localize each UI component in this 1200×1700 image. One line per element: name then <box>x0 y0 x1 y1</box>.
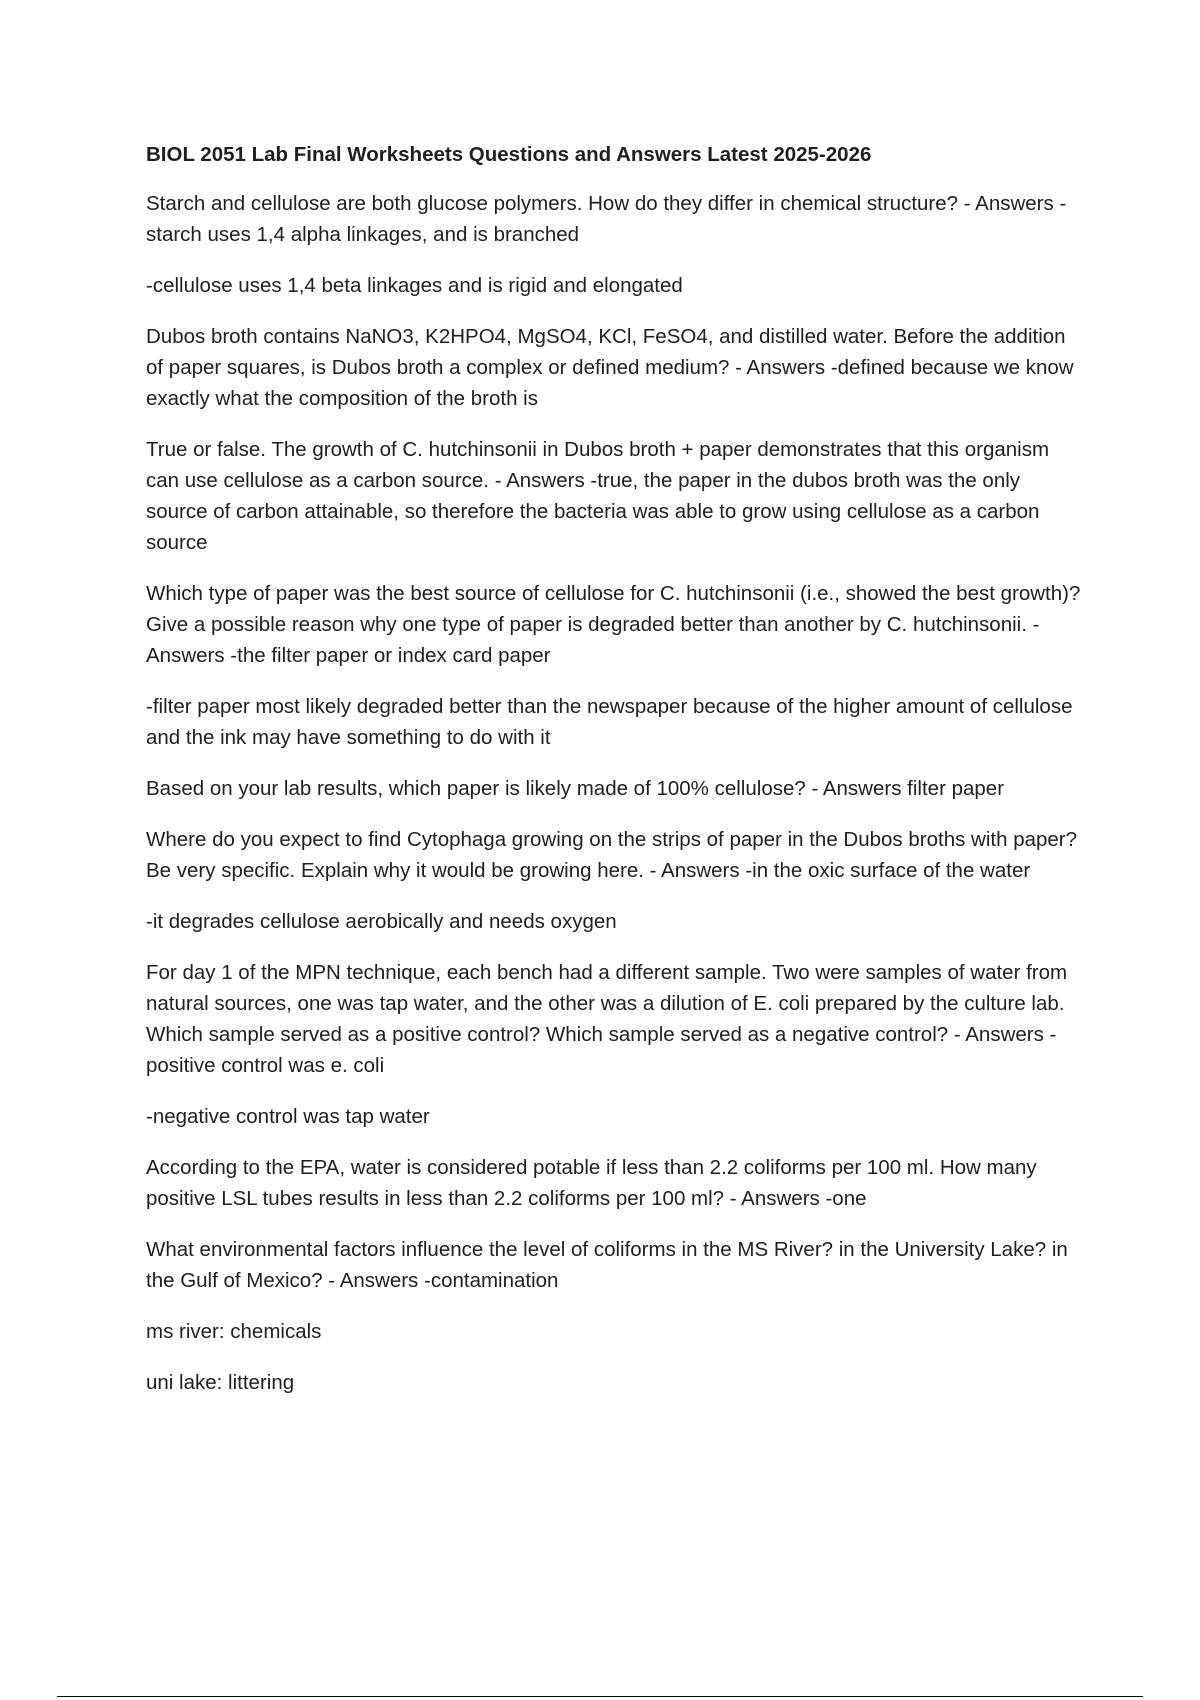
paragraph: -negative control was tap water <box>146 1105 430 1128</box>
paragraph: -filter paper most likely degraded better than the newspaper because of the higher amount of cellulose and the ink may have something to do with it <box>146 695 1073 749</box>
footer-divider <box>57 1696 1143 1697</box>
paragraph: Dubos broth contains NaNO3, K2HPO4, MgSO4, KCl, FeSO4, and distilled water. Before the addition of paper squares, is Dubos broth a complex or defined medium? - Answers -defined because we know exactly what the composition of the broth is <box>146 325 1074 410</box>
paragraph: What environmental factors influence the level of coliforms in the MS River? in the University Lake? in the Gulf of Mexico? - Answers -contamination <box>146 1238 1068 1292</box>
document-body <box>146 188 1086 1398</box>
paragraph: Where do you expect to find Cytophaga growing on the strips of paper in the Dubos broths with paper? Be very specific. Explain why it would be growing here. - Answers -in the oxic surface of the water <box>146 828 1078 882</box>
paragraph: ms river: chemicals <box>146 1320 322 1343</box>
paragraph: For day 1 of the MPN technique, each bench had a different sample. Two were samples of water from natural sources, one was tap water, and the other was a dilution of E. coli prepared by the culture lab. Which sample served as a positive control? Which sample served as a negative control? - Answers -positive control was e. coli <box>146 961 1068 1077</box>
paragraph: -cellulose uses 1,4 beta linkages and is rigid and elongated <box>146 274 683 297</box>
paragraph: -it degrades cellulose aerobically and needs oxygen <box>146 910 617 933</box>
paragraph: According to the EPA, water is considered potable if less than 2.2 coliforms per 100 ml. How many positive LSL tubes results in less than 2.2 coliforms per 100 ml? - Answers -one <box>146 1156 1037 1210</box>
document-title: BIOL 2051 Lab Final Worksheets Questions and Answers Latest 2025-2026 <box>146 143 872 166</box>
paragraph: Which type of paper was the best source of cellulose for C. hutchinsonii (i.e., showed the best growth)? Give a possible reason why one type of paper is degraded better than another by C. hutchinsonii. - Answers -the filter paper or index card paper <box>146 582 1081 667</box>
paragraph: Starch and cellulose are both glucose polymers. How do they differ in chemical structure? - Answers -starch uses 1,4 alpha linkages, and is branched <box>146 192 1067 246</box>
paragraph: Based on your lab results, which paper is likely made of 100% cellulose? - Answers filter paper <box>146 777 1005 800</box>
paragraph: uni lake: littering <box>146 1371 295 1394</box>
paragraph: True or false. The growth of C. hutchinsonii in Dubos broth + paper demonstrates that this organism can use cellulose as a carbon source. - Answers -true, the paper in the dubos broth was the only source of carbon attainable, so therefore the bacteria was able to grow using cellulose as a carbon source <box>146 438 1050 554</box>
document-page <box>146 140 1086 1418</box>
